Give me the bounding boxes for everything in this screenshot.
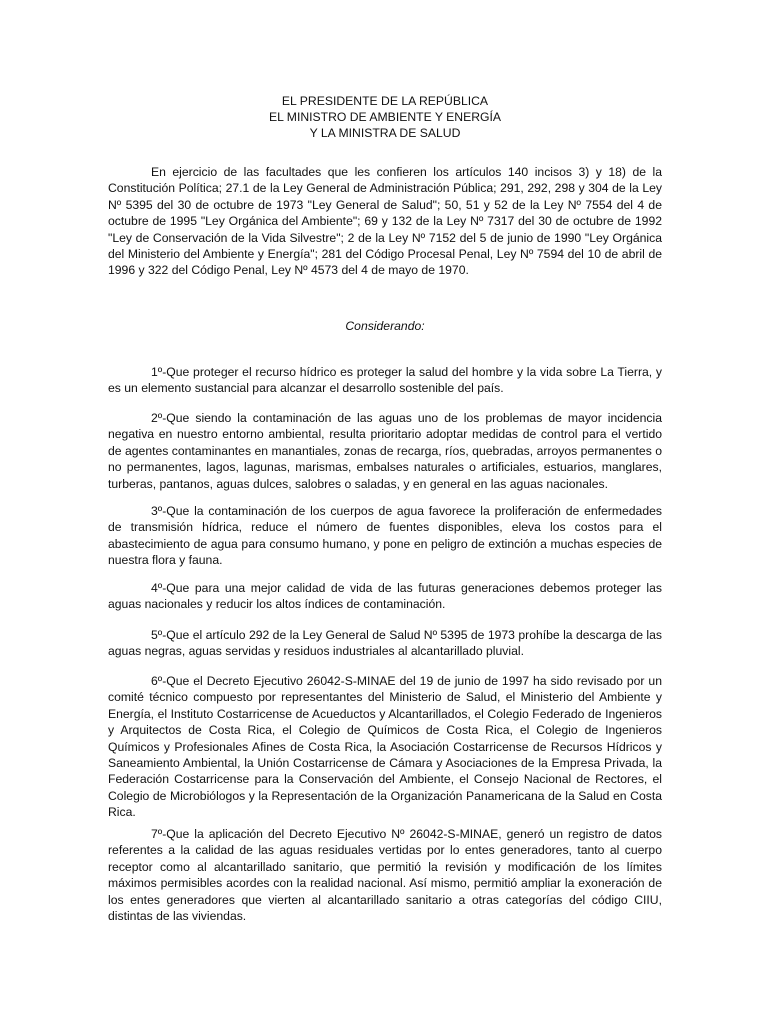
consideration-4: 4º-Que para una mejor calidad de vida de las futuras generaciones debemos proteger las aguas nacionales y reducir los altos índices de contaminación.	[108, 581, 662, 612]
intro-paragraph: En ejercicio de las facultades que les confieren los artículos 140 incisos 3) y 18) de la Constitución Política; 27.1 de la Ley General de Administración Pública; 291, 292, 298 y 304 de la Ley Nº 5395 del 30 de octubre de 1973 "Ley General de Salud"; 50, 51 y 52 de la Ley Nº 7554 del 4 de octubre de 1995 "Ley Orgánica del Ambiente"; 69 y 132 de la Ley Nº 7317 del 30 de octubre de 1992 "Ley de Conservación de la Vida Silvestre"; 2 de la Ley Nº 7152 del 5 de junio de 1990 "Ley Orgánica del Ministerio del Ambiente y Energía"; 281 del Código Procesal Penal, Ley Nº 7594 del 10 de abril de 1996 y 322 del Código Penal, Ley Nº 4573 del 4 de mayo de 1970.	[108, 165, 662, 278]
consideration-1: 1º-Que proteger el recurso hídrico es proteger la salud del hombre y la vida sobre La Tierra, y es un elemento sustancial para alcanzar el desarrollo sostenible del país.	[108, 365, 662, 396]
consideration-7: 7º-Que la aplicación del Decreto Ejecutivo Nº 26042-S-MINAE, generó un registro de datos referentes a la calidad de las aguas residuales vertidas por lo entes generadores, tanto al cuerpo receptor como al alcantarillado sanitario, que permitió la revisión y modificación de los límites máximos permisibles acordes con la realidad nacional. Así mismo, permitió ampliar la exoneración de los entes generadores que vierten al alcantarillado sanitario a otras categorías del código CIIU, distintas de las viviendas.	[108, 827, 662, 924]
consideration-3: 3º-Que la contaminación de los cuerpos de agua favorece la proliferación de enfermedades de transmisión hídrica, reduce el número de fuentes disponibles, eleva los costos para el abastecimiento de agua para consumo humano, y pone en peligro de extinción a muchas especies de nuestra flora y fauna.	[108, 504, 662, 568]
consideration-6: 6º-Que el Decreto Ejecutivo 26042-S-MINAE del 19 de junio de 1997 ha sido revisado por un comité técnico compuesto por representantes del Ministerio de Salud, el Ministerio del Ambiente y Energía, el Instituto Costarricense de Acueductos y Alcantarillados, el Colegio Federado de Ingenieros y Arquitectos de Costa Rica, el Colegio de Químicos de Costa Rica, el Colegio de Ingenieros Químicos y Profesionales Afines de Costa Rica, la Asociación Costarricense de Recursos Hídricos y Saneamiento Ambiental, la Unión Costarricense de Cámara y Asociaciones de la Empresa Privada, la Federación Costarricense para la Conservación del Ambiente, el Consejo Nacional de Rectores, el Colegio de Microbiólogos y la Representación de la Organización Panamericana de la Salud en Costa Rica.	[108, 674, 662, 820]
consideration-2: 2º-Que siendo la contaminación de las aguas uno de los problemas de mayor incidencia negativa en nuestro entorno ambiental, resulta prioritario adoptar medidas de control para el vertido de agentes contaminantes en manantiales, zonas de recarga, ríos, quebradas, arroyos permanentes o no permanentes, lagos, lagunas, marismas, embalses naturales o artificiales, estuarios, manglares, turberas, pantanos, aguas dulces, salobres o saladas, y en general en las aguas nacionales.	[108, 411, 662, 491]
header-line-minister-health: Y LA MINISTRA DE SALUD	[309, 126, 461, 140]
consideration-5: 5º-Que el artículo 292 de la Ley General de Salud Nº 5395 de 1973 prohíbe la descarga de las aguas negras, aguas servidas y residuos industriales al alcantarillado pluvial.	[108, 628, 662, 659]
header-line-president: EL PRESIDENTE DE LA REPÚBLICA	[281, 94, 489, 108]
document-header	[0, 93, 770, 141]
header-line-minister-environment: EL MINISTRO DE AMBIENTE Y ENERGÍA	[268, 110, 502, 124]
considerando-heading: Considerando:	[345, 319, 425, 333]
